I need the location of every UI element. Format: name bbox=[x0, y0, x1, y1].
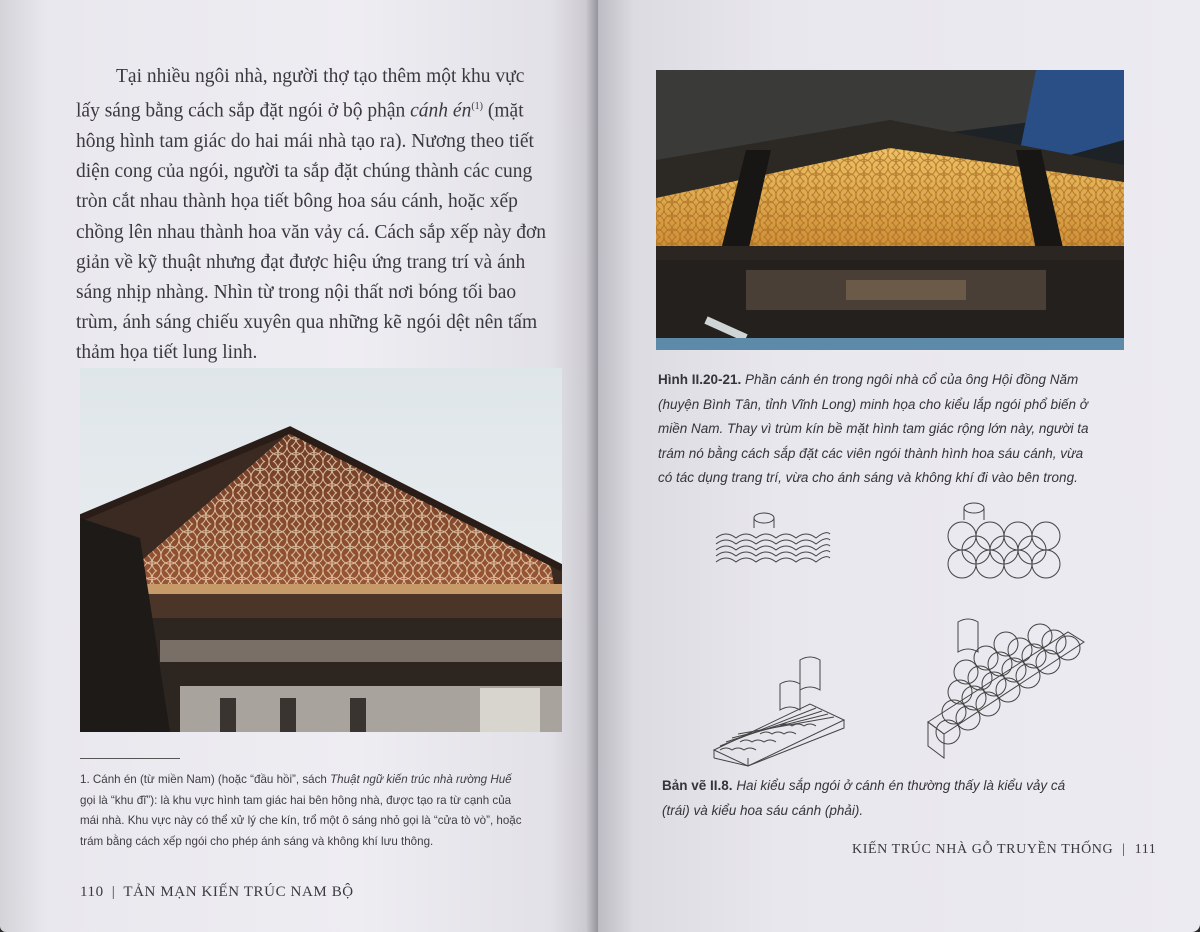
body-line: Tại nhiều ngôi nhà, người thợ tạo thêm một khu vực bbox=[116, 66, 525, 87]
six-petal-drawing-top bbox=[940, 500, 1070, 580]
fish-scale-drawing-3d bbox=[710, 650, 850, 770]
roof-gable-photo bbox=[80, 368, 562, 732]
figure-label: Hình II.20-21. bbox=[658, 372, 742, 387]
footnote-line: gọi là “khu đĩ”): là khu vực hình tam giác hai bên hông nhà, được tạo ra từ cạnh của bbox=[80, 793, 512, 807]
running-head: KIẾN TRÚC NHÀ GỖ TRUYỀN THỐNG bbox=[852, 842, 1114, 857]
six-petal-drawing-3d bbox=[918, 612, 1088, 762]
footnote-line: mái nhà. Khu vực này có thể xử lý che kín, trổ một ô sáng nhỏ gọi là “cửa tò vò”, hoặc bbox=[80, 814, 522, 827]
figure-caption bbox=[658, 368, 1138, 491]
fish-scale-drawing-top bbox=[712, 508, 832, 578]
roof-interior-photo bbox=[656, 70, 1124, 350]
caption-line: (huyện Bình Tân, tỉnh Vĩnh Long) minh họa cho kiểu lắp ngói phổ biến ở bbox=[658, 396, 1088, 412]
body-line: trùm, ánh sáng chiếu xuyên qua những kẽ ngói dệt nên tấm bbox=[76, 312, 538, 334]
body-line: giản về kỹ thuật nhưng đạt được hiệu ứng trang trí và ánh bbox=[76, 251, 526, 273]
drawing-caption bbox=[662, 774, 1142, 823]
folio-separator: | bbox=[1122, 842, 1126, 857]
body-text-run: (mặt bbox=[487, 100, 524, 122]
caption-line bbox=[658, 368, 1138, 393]
body-line: tròn cắt nhau thành họa tiết bông hoa sáu cánh, hoặc xếp bbox=[76, 191, 518, 213]
footnote-marker: (1) bbox=[471, 101, 483, 113]
body-line: thảm họa tiết lung linh. bbox=[76, 342, 258, 364]
drawing-label: Bản vẽ II.8. bbox=[662, 778, 733, 793]
caption-text-run: Hai kiểu sắp ngói ở cánh én thường thấy là kiểu vảy cá bbox=[736, 778, 1066, 793]
body-paragraph bbox=[76, 62, 566, 369]
footnote-text-run: 1. Cánh én (từ miền Nam) (hoặc “đầu hồi”, sách bbox=[80, 773, 327, 786]
body-line: hông hình tam giác do hai mái nhà tạo ra). Nương theo tiết bbox=[76, 130, 534, 152]
left-folio bbox=[80, 884, 354, 901]
footnote bbox=[80, 770, 580, 852]
body-text-run: lấy sáng bằng cách sắp đặt ngói ở bộ phận bbox=[76, 100, 406, 122]
book-title: Thuật ngữ kiến trúc nhà rường Huế bbox=[330, 773, 512, 786]
body-line: diện cong của ngói, người ta sắp đặt chúng thành các cung bbox=[76, 161, 533, 183]
caption-line: có tác dụng trang trí, vừa cho ánh sáng và không khí đi vào bên trong. bbox=[658, 470, 1078, 485]
left-page bbox=[0, 0, 598, 932]
running-head: TẢN MẠN KIẾN TRÚC NAM BỘ bbox=[123, 884, 354, 900]
caption-line: (trái) và kiểu hoa sáu cánh (phải). bbox=[662, 802, 864, 818]
body-line: sáng nhịp nhàng. Nhìn từ trong nội thất nơi bóng tối bao bbox=[76, 281, 517, 303]
caption-text-run: Phần cánh én trong ngôi nhà cổ của ông Hội đồng Năm bbox=[745, 372, 1079, 387]
folio-separator: | bbox=[111, 884, 116, 900]
body-line: chồng lên nhau thành hoa văn vảy cá. Cách sắp xếp này đơn bbox=[76, 221, 547, 243]
footnote-divider bbox=[80, 758, 180, 759]
footnote-line bbox=[80, 770, 580, 791]
term-canh-en: cánh én bbox=[410, 100, 472, 122]
caption-line bbox=[662, 774, 1142, 799]
page-number: 111 bbox=[1134, 842, 1157, 857]
caption-line: trám nó bằng cách sắp đặt các viên ngói thành hình hoa sáu cánh, vừa bbox=[658, 445, 1084, 461]
page-number: 110 bbox=[80, 884, 104, 900]
right-folio bbox=[852, 842, 1156, 858]
body-line bbox=[76, 92, 566, 127]
footnote-line: trám bằng cách xếp ngói cho phép ánh sáng và không khí lưu thông. bbox=[80, 834, 434, 848]
caption-line: miền Nam. Thay vì trùm kín bề mặt hình tam giác rộng lớn này, người ta bbox=[658, 421, 1089, 436]
